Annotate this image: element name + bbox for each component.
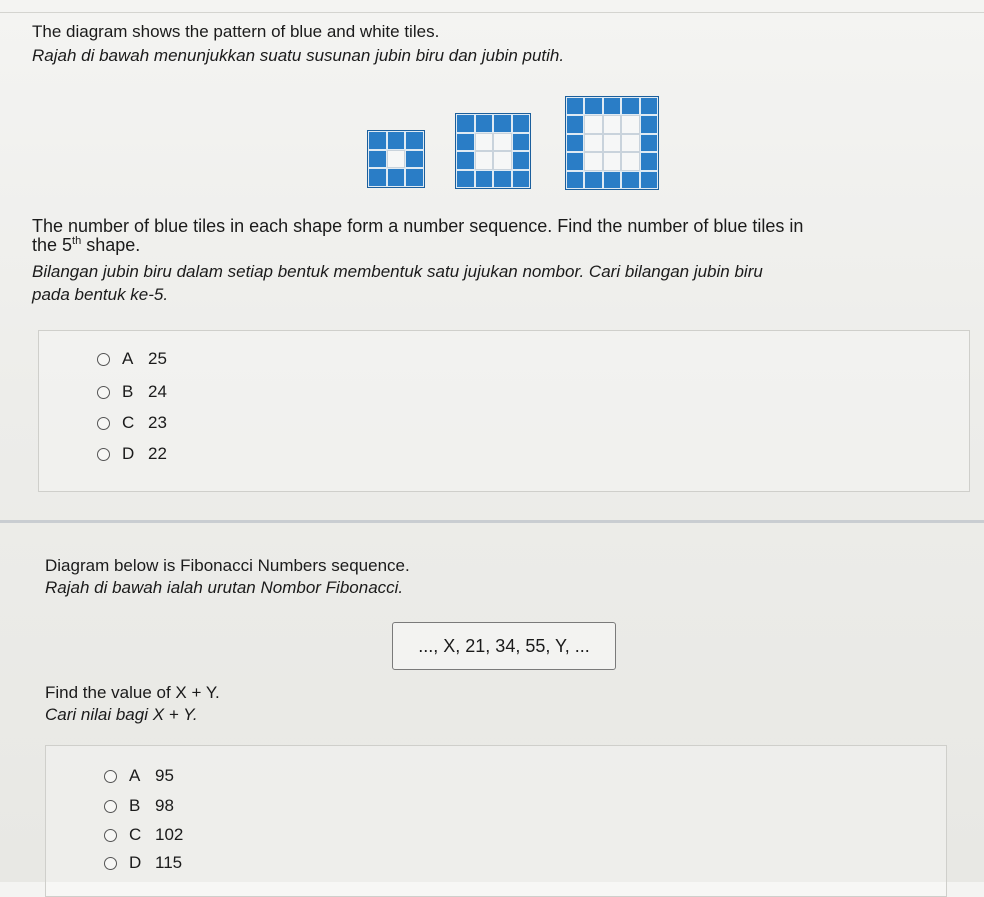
option-letter: D [122,444,135,463]
white-tile [493,133,512,152]
option-letter: B [129,796,141,815]
q1-body-ms-line2: pada bentuk ke-5. [32,285,169,304]
blue-tile [405,150,424,169]
blue-tile [475,114,494,133]
blue-tile [387,168,406,187]
white-tile [603,115,621,133]
blue-tile [566,97,584,115]
q1-title-ms: Rajah di bawah menunjukkan suatu susunan jubin biru dan jubin putih. [32,46,565,65]
blue-tile [456,133,475,152]
q1-body-en-line2 [32,235,140,256]
option-letter: D [129,853,142,872]
blue-tile [512,114,531,133]
option-value: 23 [148,413,167,432]
q1-body-ms-line1: Bilangan jubin biru dalam setiap bentuk membentuk satu jujukan nombor. Cari bilangan jubin biru [32,262,763,281]
q2-option-b[interactable] [104,796,174,816]
blue-tile [640,115,658,133]
q1-body-en-line2-post: shape. [81,235,141,255]
blue-tile [475,170,494,189]
blue-tile [566,152,584,170]
q1-title-en: The diagram shows the pattern of blue and white tiles. [32,22,440,41]
option-value: 95 [155,766,174,785]
radio-button[interactable] [97,448,110,461]
section-divider [0,520,984,523]
option-value: 22 [148,444,167,463]
q1-option-c[interactable] [97,413,167,433]
blue-tile [368,168,387,187]
fibonacci-sequence-box: ..., X, 21, 34, 55, Y, ... [392,622,616,670]
blue-tile [368,131,387,150]
blue-tile [405,168,424,187]
tile-shape-1 [367,130,425,188]
option-value: 98 [155,796,174,815]
q1-option-a[interactable] [97,349,167,369]
radio-button[interactable] [104,829,117,842]
blue-tile [584,97,602,115]
option-letter: A [122,349,134,368]
blue-tile [566,115,584,133]
q2-option-d[interactable] [104,853,182,873]
blue-tile [405,131,424,150]
white-tile [621,134,639,152]
white-tile [603,134,621,152]
radio-button[interactable] [104,770,117,783]
blue-tile [456,151,475,170]
blue-tile [387,131,406,150]
q2-find-ms: Cari nilai bagi X + Y. [45,705,198,724]
q2-option-a[interactable] [104,766,174,786]
q1-ordinal-superscript: th [72,235,82,247]
top-rule [0,12,984,13]
blue-tile [640,134,658,152]
q2-title-en: Diagram below is Fibonacci Numbers sequence. [45,556,410,575]
option-letter: A [129,766,141,785]
q2-options-box [45,745,947,897]
q1-option-d[interactable] [97,444,167,464]
q2-find-en: Find the value of X + Y. [45,683,220,702]
blue-tile [512,170,531,189]
blue-tile [640,97,658,115]
white-tile [475,133,494,152]
blue-tile [640,171,658,189]
radio-button[interactable] [97,386,110,399]
blue-tile [512,133,531,152]
white-tile [621,115,639,133]
blue-tile [512,151,531,170]
q1-option-b[interactable] [97,382,167,402]
blue-tile [603,97,621,115]
blue-tile [584,171,602,189]
option-letter: C [122,413,135,432]
blue-tile [640,152,658,170]
option-letter: C [129,825,142,844]
white-tile [387,150,406,169]
q1-body-en-line1: The number of blue tiles in each shape form a number sequence. Find the number of blue tiles in [32,216,804,236]
tile-shape-3 [565,96,659,190]
radio-button[interactable] [104,800,117,813]
white-tile [621,152,639,170]
tile-shape-2 [455,113,531,189]
blue-tile [566,171,584,189]
option-value: 102 [155,825,184,844]
blue-tile [566,134,584,152]
option-value: 24 [148,382,167,401]
blue-tile [368,150,387,169]
blue-tile [493,170,512,189]
option-value: 115 [155,853,183,872]
white-tile [584,134,602,152]
q2-option-c[interactable] [104,825,183,845]
radio-button[interactable] [104,857,117,870]
blue-tile [621,97,639,115]
blue-tile [493,114,512,133]
blue-tile [621,171,639,189]
option-letter: B [122,382,134,401]
blue-tile [456,114,475,133]
q2-title-ms: Rajah di bawah ialah urutan Nombor Fibonacci. [45,578,404,597]
q1-body-en-line2-pre: the 5 [32,235,73,255]
q1-options-box [38,330,970,492]
white-tile [475,151,494,170]
white-tile [584,115,602,133]
white-tile [603,152,621,170]
white-tile [493,151,512,170]
blue-tile [456,170,475,189]
option-value: 25 [148,349,167,368]
white-tile [584,152,602,170]
radio-button[interactable] [97,417,110,430]
radio-button[interactable] [97,353,110,366]
blue-tile [603,171,621,189]
